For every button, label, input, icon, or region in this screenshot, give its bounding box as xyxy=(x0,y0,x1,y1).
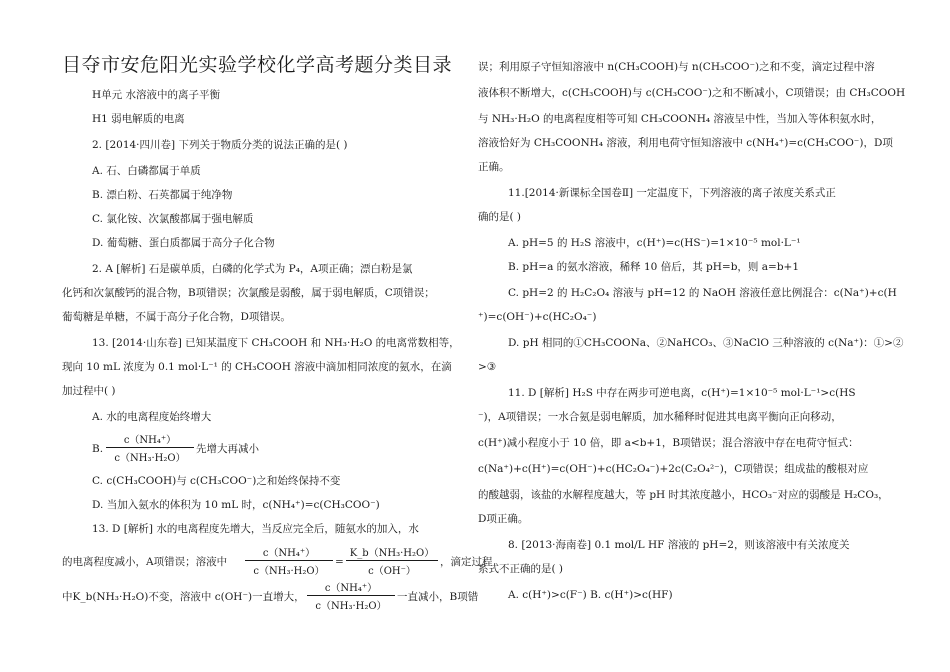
fraction-bar xyxy=(245,560,333,561)
q11-option-c-line-1: C. pH=2 的 H₂C₂O₄ 溶液与 pH=12 的 NaOH 溶液任意比例混合：c(Na⁺)+c(H xyxy=(508,287,897,299)
page-title: 目夺市安危阳光实验学校化学高考题分类目录 xyxy=(62,54,453,76)
q8-stem-line-2: 系式不正确的是( ) xyxy=(478,563,564,575)
q2-answer-line-2: 化钙和次氯酸钙的混合物，B项错误；次氯酸是弱酸，属于弱电解质，C项错误； xyxy=(62,287,435,299)
q2-option-d: D. 葡萄糖、蛋白质都属于高分子化合物 xyxy=(92,237,275,249)
q13-answer-line-2a: 的电离程度减小，A项错误；溶液中 xyxy=(62,556,228,568)
q2-answer-line-3: 葡萄糖是单糖，不属于高分子化合物，D项错误。 xyxy=(62,311,291,323)
q13-answer-cont-line-2: 液体积不断增大，c(CH₃COOH)与 c(CH₃COO⁻)之和不断减小，C项错误；由 CH₃COOH xyxy=(478,87,906,99)
fraction-numerator: c（NH₄⁺） xyxy=(123,435,177,446)
q13-answer-line-2b: ，滴定过程 xyxy=(440,556,493,568)
q11-answer-line-5: 的酸越弱，该盐的水解程度越大，等 pH 时其浓度越小，HCO₃⁻对应的弱酸是 H₂CO₃， xyxy=(478,489,889,501)
q11-option-d-line-1: D. pH 相同的①CH₃COONa、②NaHCO₃、③NaClO 三种溶液的 c(Na⁺)：①>② xyxy=(508,337,904,349)
q13-option-d: D. 当加入氨水的体积为 10 mL 时，c(NH₄⁺)=c(CH₃COO⁻) xyxy=(92,499,380,511)
fraction-denominator: c（OH⁻） xyxy=(368,566,416,577)
q11-option-c-line-2: ⁺)=c(OH⁻)+c(HC₂O₄⁻) xyxy=(478,311,597,323)
q11-answer-line-2: ⁻)，A项错误；一水合氨是弱电解质，加水稀释时促进其电离平衡向正向移动， xyxy=(478,411,842,423)
q8-stem-line-1: 8. [2013·海南卷] 0.1 mol/L HF 溶液的 pH=2，则该溶液中有关浓度关 xyxy=(508,539,850,551)
section-heading: H1 弱电解质的电离 xyxy=(92,113,185,125)
q2-answer-line-1: 2. A [解析] 石是碳单质，白磷的化学式为 P₄，A项正确；漂白粉是氯 xyxy=(92,263,413,275)
q2-option-c: C. 氯化铵、次氯酸都属于强电解质 xyxy=(92,213,254,225)
q13-option-a: A. 水的电离程度始终增大 xyxy=(92,411,212,423)
q13-option-b-suffix: 先增大再减小 xyxy=(196,443,259,455)
fraction-denominator: c（NH₃·H₂O） xyxy=(114,453,186,464)
q13-answer-equals: = xyxy=(335,556,344,568)
q13-option-b-prefix: B. xyxy=(92,443,104,455)
fraction-bar xyxy=(307,595,395,596)
q13-stem-line-3: 加过程中( ) xyxy=(62,385,116,397)
q13-option-b-fraction xyxy=(106,431,194,464)
q13-stem-line-1: 13. [2014·山东卷] 已知某温度下 CH₃COOH 和 NH₃·H₂O 的电离常数相等， xyxy=(92,337,460,349)
q13-answer-fraction-3 xyxy=(307,579,395,612)
fraction-numerator: c（NH₄⁺） xyxy=(262,548,316,559)
q13-answer-line-3b: 一直减小，B项错 xyxy=(397,591,479,603)
fraction-denominator: c（NH₃·H₂O） xyxy=(315,601,387,612)
q13-answer-line-3a: 中K_b(NH₃·H₂O)不变，溶液中 c(OH⁻)一直增大， xyxy=(62,591,305,603)
q13-answer-line-1: 13. D [解析] 水的电离程度先增大，当反应完全后，随氨水的加入，水 xyxy=(92,523,419,535)
q11-answer-line-1: 11. D [解析] H₂S 中存在两步可逆电离，c(H⁺)=1×10⁻⁵ mol·L⁻¹>c(HS xyxy=(508,387,856,399)
q13-option-c: C. c(CH₃COOH)与 c(CH₃COO⁻)之和始终保持不变 xyxy=(92,475,341,487)
fraction-denominator: c（NH₃·H₂O） xyxy=(253,566,325,577)
q11-answer-line-3: c(H⁺)减小程度小于 10 倍，即 a<b+1，B项错误；混合溶液中存在电荷守恒式： xyxy=(478,437,859,449)
q11-answer-line-6: D项正确。 xyxy=(478,513,529,525)
q11-option-d-line-2: >③ xyxy=(478,361,497,373)
q11-option-b: B. pH=a 的氨水溶液，稀释 10 倍后，其 pH=b，则 a=b+1 xyxy=(508,261,800,273)
q13-answer-cont-line-1: 误；利用原子守恒知溶液中 n(CH₃COOH)与 n(CH₃COO⁻)之和不变，滴定过程中溶 xyxy=(478,61,875,73)
fraction-bar xyxy=(346,560,438,561)
fraction-bar xyxy=(106,447,194,448)
q13-answer-cont-line-4: 溶液恰好为 CH₃COONH₄ 溶液，利用电荷守恒知溶液中 c(NH₄⁺)=c(CH₃COO⁻)，D项 xyxy=(478,137,893,149)
unit-heading: H单元 水溶液中的离子平衡 xyxy=(92,89,220,101)
q2-option-a: A. 石、白磷都属于单质 xyxy=(92,165,201,177)
q11-option-a: A. pH=5 的 H₂S 溶液中，c(H⁺)=c(HS⁻)=1×10⁻⁵ mol·L⁻¹ xyxy=(508,237,801,249)
q13-answer-cont-line-5: 正确。 xyxy=(478,161,510,173)
q13-answer-cont-line-3: 与 NH₃·H₂O 的电离程度相等可知 CH₃COONH₄ 溶液呈中性，当加入等体积氨水时， xyxy=(478,113,882,125)
q2-stem: 2. [2014·四川卷] 下列关于物质分类的说法正确的是( ) xyxy=(92,139,348,151)
q11-stem-line-2: 确的是( ) xyxy=(478,211,522,223)
q2-option-b: B. 漂白粉、石英都属于纯净物 xyxy=(92,189,233,201)
q13-answer-fraction-1 xyxy=(245,544,333,577)
q13-answer-fraction-2 xyxy=(346,544,438,577)
fraction-numerator: c（NH₄⁺） xyxy=(324,583,378,594)
q13-stem-line-2: 现向 10 mL 浓度为 0.1 mol·L⁻¹ 的 CH₃COOH 溶液中滴加相同浓度的氨水，在滴 xyxy=(62,361,452,373)
q11-answer-line-4: c(Na⁺)+c(H⁺)=c(OH⁻)+c(HC₂O₄⁻)+2c(C₂O₄²⁻)，C项错误；组成盐的酸根对应 xyxy=(478,463,869,475)
fraction-numerator: K_b（NH₃·H₂O） xyxy=(349,548,435,559)
q11-stem-line-1: 11.[2014·新课标全国卷Ⅱ] 一定温度下，下列溶液的离子浓度关系式正 xyxy=(508,187,836,199)
q8-options-ab: A. c(H⁺)>c(F⁻) B. c(H⁺)>c(HF) xyxy=(508,589,673,601)
